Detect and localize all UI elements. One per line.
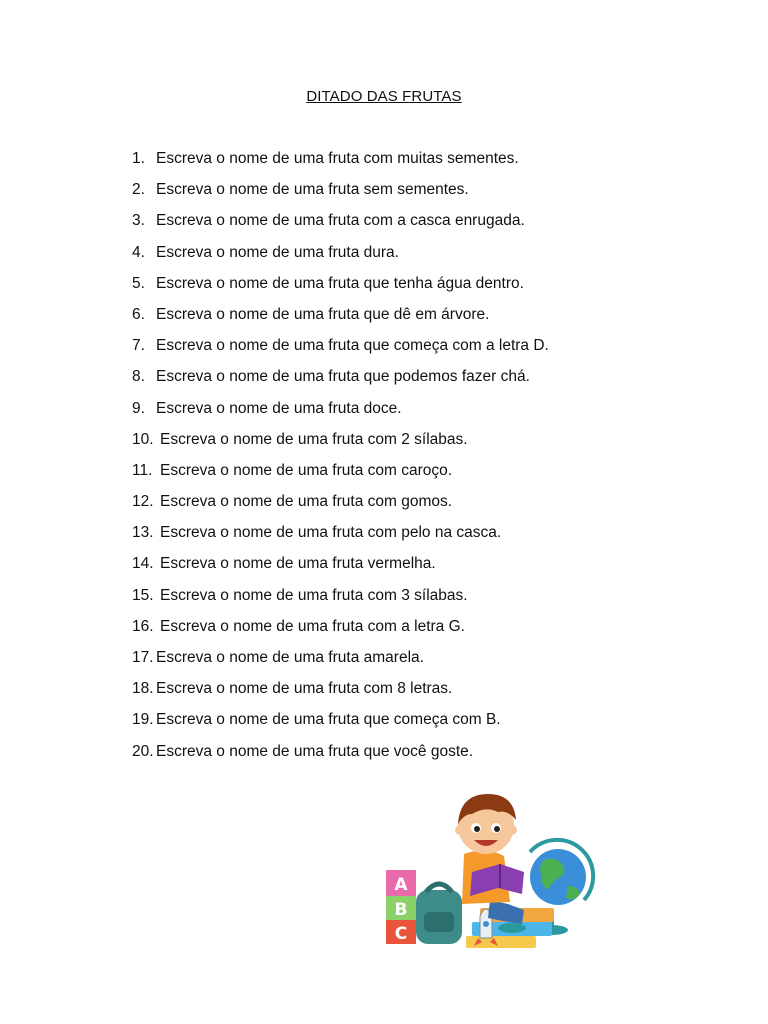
item-text: Escreva o nome de uma fruta dura. xyxy=(156,243,399,261)
list-item xyxy=(132,677,692,708)
item-number: 4. xyxy=(132,243,145,261)
item-text: Escreva o nome de uma fruta com muitas sementes. xyxy=(156,150,519,167)
item-number: 3. xyxy=(132,212,145,230)
list-item xyxy=(132,397,692,428)
item-number: 16. xyxy=(132,617,154,635)
item-number: 8. xyxy=(132,368,145,386)
item-number: 13. xyxy=(132,524,154,542)
list-item xyxy=(132,428,692,459)
item-text: Escreva o nome de uma fruta com caroço. xyxy=(160,461,453,479)
list-item xyxy=(132,615,692,646)
question-list xyxy=(132,147,692,771)
list-item xyxy=(132,490,692,521)
list-item xyxy=(132,740,692,771)
list-item xyxy=(132,209,692,240)
item-number: 19. xyxy=(132,711,154,729)
list-item xyxy=(132,584,692,615)
list-item xyxy=(132,521,692,552)
item-number: 9. xyxy=(132,399,145,417)
child-reading-illustration xyxy=(362,782,602,962)
item-text: Escreva o nome de uma fruta que podemos fazer chá. xyxy=(156,368,530,386)
list-item xyxy=(132,365,692,396)
item-number: 5. xyxy=(132,274,145,292)
item-number: 7. xyxy=(132,337,145,355)
list-item xyxy=(132,552,692,583)
item-text: Escreva o nome de uma fruta que você goste. xyxy=(156,742,474,760)
item-number: 12. xyxy=(132,493,154,511)
item-text: Escreva o nome de uma fruta com a casca enrugada. xyxy=(156,212,525,230)
list-item xyxy=(132,303,692,334)
item-text: Escreva o nome de uma fruta que começa com B. xyxy=(156,711,501,729)
abc-blocks xyxy=(386,870,416,944)
item-number: 10. xyxy=(132,430,154,448)
item-text: Escreva o nome de uma fruta que dê em árvore. xyxy=(156,305,490,323)
item-text: Escreva o nome de uma fruta vermelha. xyxy=(160,555,436,573)
page-title: DITADO DAS FRUTAS xyxy=(306,88,462,105)
item-text: Escreva o nome de uma fruta sem sementes. xyxy=(156,181,469,199)
item-number: 6. xyxy=(132,305,145,323)
item-number: 15. xyxy=(132,586,154,604)
item-number: 2. xyxy=(132,181,145,199)
list-item xyxy=(132,708,692,739)
item-number: 1. xyxy=(132,150,145,167)
list-item xyxy=(132,459,692,490)
block-letter: C xyxy=(394,924,408,944)
block-letter: A xyxy=(394,875,408,895)
block-letter: B xyxy=(394,900,408,920)
list-item xyxy=(132,178,692,209)
item-text: Escreva o nome de uma fruta com 3 sílabas. xyxy=(160,586,468,604)
item-text: Escreva o nome de uma fruta com a letra G. xyxy=(160,617,465,635)
list-item xyxy=(132,334,692,365)
item-number: 20. xyxy=(132,742,154,760)
item-text: Escreva o nome de uma fruta que começa com a letra D. xyxy=(156,337,549,355)
item-text: Escreva o nome de uma fruta com gomos. xyxy=(160,493,453,511)
item-text: Escreva o nome de uma fruta com 8 letras. xyxy=(156,680,453,698)
backpack-icon xyxy=(416,884,462,944)
list-item xyxy=(132,646,692,677)
list-item xyxy=(132,241,692,272)
item-number: 14. xyxy=(132,555,154,573)
item-text: Escreva o nome de uma fruta com 2 sílabas. xyxy=(160,430,468,448)
child-figure xyxy=(455,794,526,933)
item-number: 11. xyxy=(132,461,153,479)
item-text: Escreva o nome de uma fruta amarela. xyxy=(156,649,424,666)
item-number: 18. xyxy=(132,680,154,698)
item-text: Escreva o nome de uma fruta com pelo na casca. xyxy=(160,524,502,542)
item-text: Escreva o nome de uma fruta doce. xyxy=(156,399,402,417)
item-number: 17. xyxy=(132,649,154,666)
list-item xyxy=(132,272,692,303)
item-text: Escreva o nome de uma fruta que tenha água dentro. xyxy=(156,274,524,292)
list-item xyxy=(132,147,692,178)
